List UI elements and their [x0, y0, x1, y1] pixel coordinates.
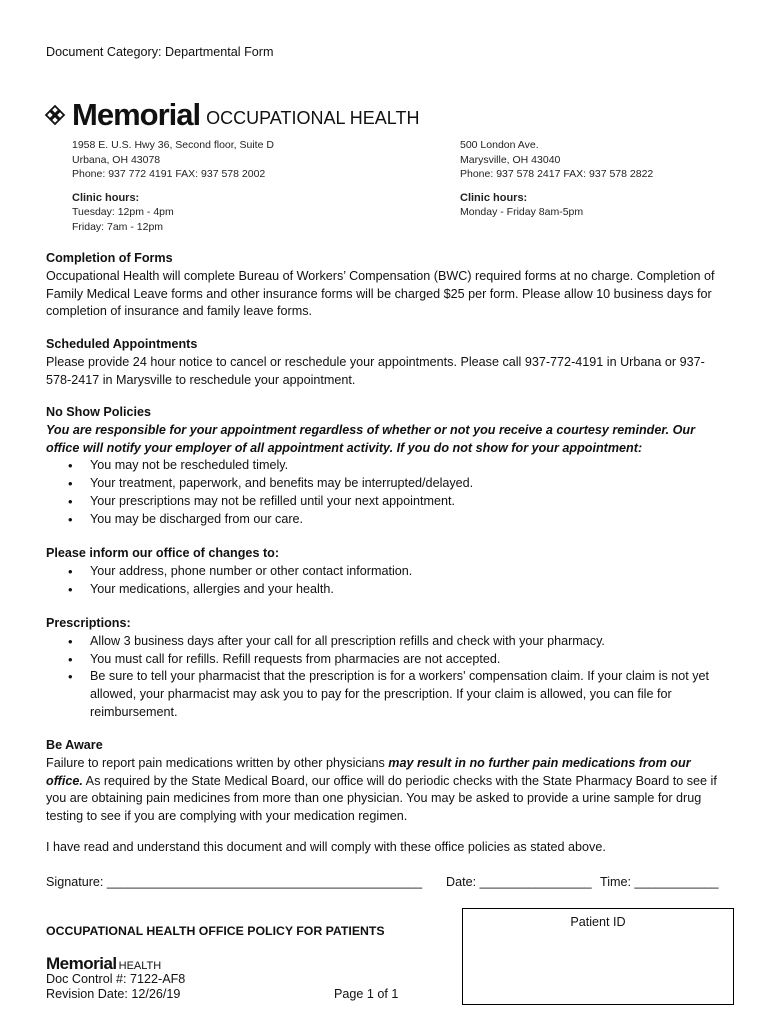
noshow-section — [46, 404, 726, 529]
urbana-hours-2: Friday: 7am - 12pm — [72, 220, 164, 233]
be-aware-body — [46, 755, 726, 826]
footer-subbrand: HEALTH — [118, 960, 162, 972]
urbana-phone: Phone: 937 772 4191 FAX: 937 578 2002 — [72, 168, 266, 181]
marysville-address — [460, 138, 653, 220]
marysville-street: 500 London Ave. — [460, 139, 539, 151]
marysville-hours-title: Clinic hours: — [460, 191, 528, 204]
logo-brand: Memorial — [72, 97, 201, 132]
completion-body: Occupational Health will complete Bureau of Workers’ Compensation (BWC) required forms at no charge. Completion of Family Medical Leave forms and other insurance forms will be charged $25 per form. Please allow 10 business days for completion of insurance and family leave forms. — [46, 268, 715, 319]
urbana-city: Urbana, OH 43078 — [72, 153, 161, 166]
appointments-section — [46, 336, 726, 389]
marysville-hours-1: Monday - Friday 8am-5pm — [460, 206, 584, 219]
footer-logo — [46, 954, 161, 974]
be-aware-title: Be Aware — [46, 738, 103, 752]
appointments-body: Please provide 24 hour notice to cancel or reschedule your appointments. Please call 937-772-4191 in Urbana or 937-578-2417 in Marysville to reschedule your appointment. — [46, 354, 705, 387]
noshow-bullet: • Your treatment, paperwork, and benefits may be interrupted/delayed. — [90, 475, 726, 493]
page-number: Page 1 of 1 — [334, 987, 399, 1001]
footer-brand: Memorial — [46, 954, 117, 973]
noshow-bullet: • You may not be rescheduled timely. — [90, 457, 726, 475]
be-aware-emphasis: may result in no further pain medications from our office. — [46, 755, 691, 788]
prescriptions-title: Prescriptions: — [46, 616, 131, 630]
doc-control-block — [46, 972, 185, 1002]
patient-id-box[interactable] — [462, 908, 734, 1005]
signature-field[interactable]: Signature: _____________________________________________ — [46, 875, 423, 889]
be-aware-text-2: As required by the State Medical Board, our office will do periodic checks with the State Pharmacy Board to see if you are obtaining pain medicines from more than one physician. You may be asked to provide a urine sample for drug testing to see if you are complying with your medication regimen. — [46, 773, 717, 824]
urbana-hours-1: Tuesday: 12pm - 4pm — [72, 206, 174, 219]
noshow-lead: You are responsible for your appointment regardless of whether or not you receive a courtesy reminder. Our office will notify your employer of all appointment activity. If you do not show for your appointment: — [46, 422, 695, 455]
patient-id-label: Patient ID — [570, 915, 626, 929]
memorial-logo — [44, 94, 419, 130]
urbana-address — [72, 138, 274, 235]
inform-title: Please inform our office of changes to: — [46, 546, 280, 560]
document-category: Document Category: Departmental Form — [46, 45, 274, 59]
policy-title: OCCUPATIONAL HEALTH OFFICE POLICY FOR PATIENTS — [46, 924, 385, 938]
prescriptions-bullet: • Allow 3 business days after your call for all prescription refills and check with your pharmacy. — [90, 633, 726, 651]
noshow-bullet: • Your prescriptions may not be refilled until your next appointment. — [90, 493, 726, 511]
inform-section — [46, 545, 726, 598]
noshow-list — [46, 457, 726, 528]
noshow-title: No Show Policies — [46, 405, 151, 419]
completion-section — [46, 250, 726, 321]
memorial-logo-icon — [44, 104, 66, 126]
doc-control-number: Doc Control #: 7122-AF8 — [46, 972, 186, 986]
acknowledgement: I have read and understand this document and will comply with these office policies as stated above. — [46, 840, 606, 854]
inform-list — [46, 563, 726, 599]
urbana-street: 1958 E. U.S. Hwy 36, Second floor, Suite D — [72, 139, 274, 151]
logo-subbrand: OCCUPATIONAL HEALTH — [206, 108, 420, 128]
revision-date: Revision Date: 12/26/19 — [46, 987, 181, 1001]
appointments-title: Scheduled Appointments — [46, 337, 198, 351]
urbana-hours-title: Clinic hours: — [72, 191, 140, 204]
prescriptions-section — [46, 615, 726, 722]
inform-bullet: • Your medications, allergies and your health. — [90, 581, 726, 599]
be-aware-section — [46, 737, 726, 826]
prescriptions-bullet: • Be sure to tell your pharmacist that the prescription is for a workers' compensation claim. If your claim is not yet allowed, your pharmacist may ask you to pay for the prescription. If your claim is allowed, you can file for reimbursement. — [90, 668, 726, 721]
be-aware-text-1: Failure to report pain medications written by other physicians — [46, 755, 389, 770]
noshow-bullet: • You may be discharged from our care. — [90, 511, 726, 529]
prescriptions-list — [46, 633, 726, 722]
completion-title: Completion of Forms — [46, 251, 173, 265]
marysville-city: Marysville, OH 43040 — [460, 153, 561, 166]
marysville-phone: Phone: 937 578 2417 FAX: 937 578 2822 — [460, 168, 654, 181]
inform-bullet: • Your address, phone number or other contact information. — [90, 563, 726, 581]
prescriptions-bullet: • You must call for refills. Refill requests from pharmacies are not accepted. — [90, 651, 726, 669]
time-field[interactable]: Time: ____________ — [600, 875, 719, 889]
date-field[interactable]: Date: ________________ — [446, 875, 592, 889]
